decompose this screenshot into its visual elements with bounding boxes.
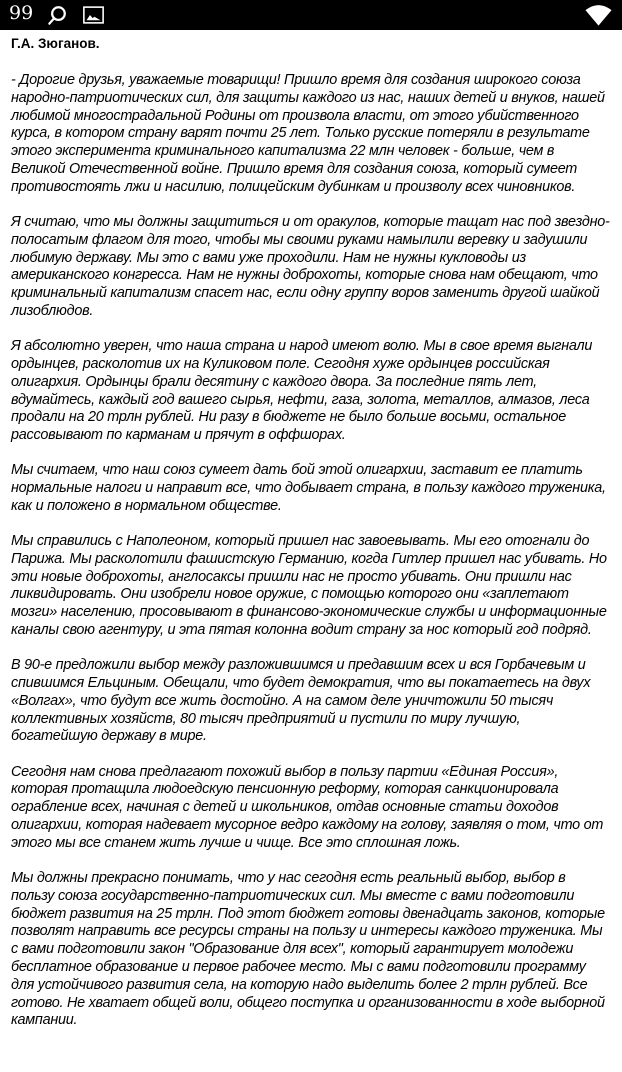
- status-bar: [0, 0, 622, 30]
- paragraph: - Дорогие друзья, уважаемые товарищи! Пришло время для создания широкого союза народно-патриотических сил, для защиты каждого из нас, наших детей и внуков, нашей любимой многострадальной Родины от произвола власти, от этого убийственного курса, в котором страну варят почти 25 лет. Только русские потеряли в результате этого эксперимента криминального капитализма 22 млн человек - больше, чем в Великой Отечественной войне. Пришло время для создания союза, который сумеет противостоять лжи и насилию, полицейским дубинкам и произволу всех чиновников.: [11, 72, 605, 195]
- image-icon[interactable]: [83, 6, 104, 24]
- document-title: Г.А. Зюганов.: [11, 36, 100, 51]
- paragraph: В 90-е предложили выбор между разложившимся и предавшим всех и вся Горбачевым и спившимся Ельциным. Обещали, что будет демократия, что вы покатаетесь на двух «Волгах», что будут все жить достойно. А на самом деле уничтожили 50 тысяч коллективных хозяйств, 80 тысяч предприятий и пустили по миру лучшую, богатейшую державу в мире.: [11, 657, 591, 745]
- paragraph: Я абсолютно уверен, что наша страна и народ имеют волю. Мы в свое время выгнали ордынцев, расколотив их на Куликовом поле. Сегодня хуже ордынцев российская олигархия. Ордынцы брали десятину с каждого двора. За последние пять лет, вдумайтесь, каждый год вашего сырья, нефти, газа, золота, металлов, алмазов, леса продали на 20 трлн рублей. Ни разу в бюджете не было больше восьми, остальное рассовывают по карманам и прячут в оффшорах.: [11, 338, 593, 444]
- paragraph: Мы справились с Наполеоном, который пришел нас завоевывать. Мы его отогнали до Парижа. Мы расколотили фашистскую Германию, когда Гитлер пришел нас убивать. Но эти новые доброхоты, англосаксы пришли нас не просто убивать. Они пришли нас ликвидировать. Они изобрели новое оружие, с помощью которого они «заплетают мозги» населению, просовывают в финансово-экономические службы и информационные каналы свою агентуру, и эта пятая колонна водит страну за нос который год подряд.: [11, 533, 607, 639]
- page-number: 99: [9, 2, 34, 24]
- paragraph: Мы должны прекрасно понимать, что у нас сегодня есть реальный выбор, выбор в пользу союза государственно-патриотических сил. Мы вместе с вами подготовили бюджет развития на 25 трлн. Под этот бюджет готовы двенадцать законов, которые позволят направить все ресурсы страны на пользу и интересы каждого труженика. Мы с вами подготовили закон "Образование для всех", который гарантирует молодежи бесплатное образование и первое рабочее место. Мы с вами подготовили программу для устойчивого развития села, на которую надо выделить более 2 трлн рублей. Все готово. Не хватает общей воли, общего поступка и организованности в ходе выборной кампании.: [11, 870, 605, 1029]
- search-icon[interactable]: [46, 4, 69, 27]
- wifi-icon: [584, 3, 613, 27]
- document-page: [0, 30, 622, 1030]
- paragraph: Сегодня нам снова предлагают похожий выбор в пользу партии «Единая Россия», которая протащила людоедскую пенсионную реформу, которая санкционировала ограбление всех, начиная с детей и школьников, отдав основные статьи доходов олигархии, которая надевает мусорное ведро каждому на голову, заявляя о том, что от этого мы все станем жить лучше и чище. Все это сплошная ложь.: [11, 763, 604, 851]
- paragraph: Я считаю, что мы должны защититься и от оракулов, которые тащат нас под звездно-полосатым флагом для того, чтобы мы своими руками намылили веревку и задушили любимую державу. Мы это с вами уже проходили. Нам не нужны кукловоды из американского конгресса. Нам не нужны доброхоты, которые снова нам обещают, что криминальный капитализм спасет нас, если одну группу воров заменить другой шайкой лизоблюдов.: [11, 213, 610, 319]
- paragraph: Мы считаем, что наш союз сумеет дать бой этой олигархии, заставит ее платить нормальные налоги и направит все, что добывает страна, в пользу каждого труженика, как и положено в нормальном обществе.: [11, 462, 606, 514]
